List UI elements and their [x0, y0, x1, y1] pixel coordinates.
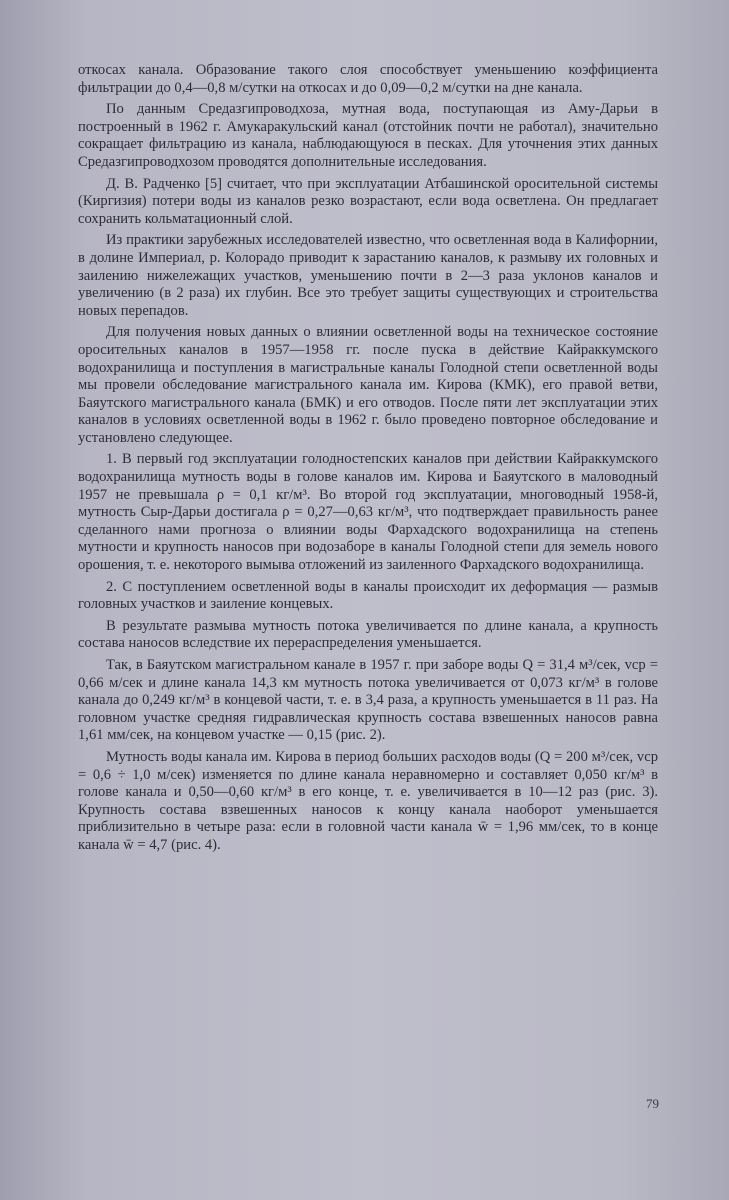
paragraph-1: откосах канала. Образование такого слоя способствует уменьшению коэффициента фильтрации до 0,4—0,8 м/сутки на откосах и до 0,09—0,2 м/сутки на дне канала.	[78, 62, 658, 96]
paragraph-4: Из практики зарубежных исследователей известно, что осветленная вода в Калифорнии, в долине Империал, р. Колорадо приводит к зарастанию каналов, к размыву их головных и заилению нижележащих участков, уменьшению почти в 2—3 раза уклонов каналов и увеличению (в 2 раза) их глубин. Все это требует защиты существующих и строительства новых перепадов.	[78, 232, 658, 319]
body-text	[78, 62, 658, 859]
paragraph-6: 1. В первый год эксплуатации голодностепских каналов при действии Кайраккумского водохранилища мутность воды в голове каналов им. Кирова и Баяутского в маловодный 1957 не превышала ρ = 0,1 кг/м³. Во второй год эксплуатации, многоводный 1958-й, мутность Сыр-Дарьи достигала ρ = 0,27—0,63 кг/м³, что подтверждает правильность ранее сделанного нами прогноза о влиянии воды Фархадского водохранилища на степень мутности и крупность наносов при водозаборе в каналы Голодной степи для земель нового орошения, т. е. некоторого вымыва отложений из заиленного Фархадского водохранилища.	[78, 451, 658, 574]
paragraph-9: Так, в Баяутском магистральном канале в 1957 г. при заборе воды Q = 31,4 м³/сек, vср = 0,66 м/сек и длине канала 14,3 км мутность потока увеличивается от 0,073 кг/м³ в голове канала до 0,249 кг/м³ в концевой части, т. е. в 3,4 раза, а крупность уменьшается в 11 раз. На головном участке средняя гидравлическая крупность состава взвешенных наносов равна 1,61 мм/сек, на концевом участке — 0,15 (рис. 2).	[78, 657, 658, 744]
paragraph-8: В результате размыва мутность потока увеличивается по длине канала, а крупность состава наносов вследствие их перераспределения уменьшается.	[78, 617, 658, 652]
page-number: 79	[646, 1096, 659, 1111]
paragraph-5: Для получения новых данных о влиянии осветленной воды на техническое состояние оросительных каналов в 1957—1958 гг. после пуска в действие Кайраккумского водохранилища и поступления в магистральные каналы Голодной степи осветленной воды мы провели обследование магистрального канала им. Кирова (КМК), его правой ветви, Баяутского магистрального канала (БМК) и его отводов. После пяти лет эксплуатации этих каналов в условиях осветленной воды в 1962 г. было проведено повторное обследование и установлено следующее.	[78, 324, 658, 446]
paragraph-10: Мутность воды канала им. Кирова в период больших расходов воды (Q = 200 м³/сек, vср = 0,6 ÷ 1,0 м/сек) изменяется по длине канала неравномерно и составляет 0,050 кг/м³ в голове канала и 0,50—0,60 кг/м³ в его конце, т. е. увеличивается в 10—12 раз (рис. 3). Крупность состава взвешенных наносов к концу канала наоборот уменьшается приблизительно в четыре раза: если в головной части канала w̄ = 1,96 мм/сек, то в конце канала w̄ = 4,7 (рис. 4).	[78, 748, 658, 853]
paragraph-2: По данным Средазгипроводхоза, мутная вода, поступающая из Аму-Дарьи в построенный в 1962 г. Амукаракульский канал (отстойник почти не работал), значительно сокращает фильтрацию из канала, наблюдающуюся в песках. Для уточнения этих данных Средазгипроводхозом проводятся дополнительные исследования.	[78, 101, 658, 170]
paragraph-7: 2. С поступлением осветленной воды в каналы происходит их деформация — размыв головных участков и заиление концевых.	[78, 578, 658, 613]
paragraph-3: Д. В. Радченко [5] считает, что при эксплуатации Атбашинской оросительной системы (Киргизия) потери воды из каналов резко возрастают, если вода осветлена. Он предлагает сохранить кольматационный слой.	[78, 175, 658, 227]
